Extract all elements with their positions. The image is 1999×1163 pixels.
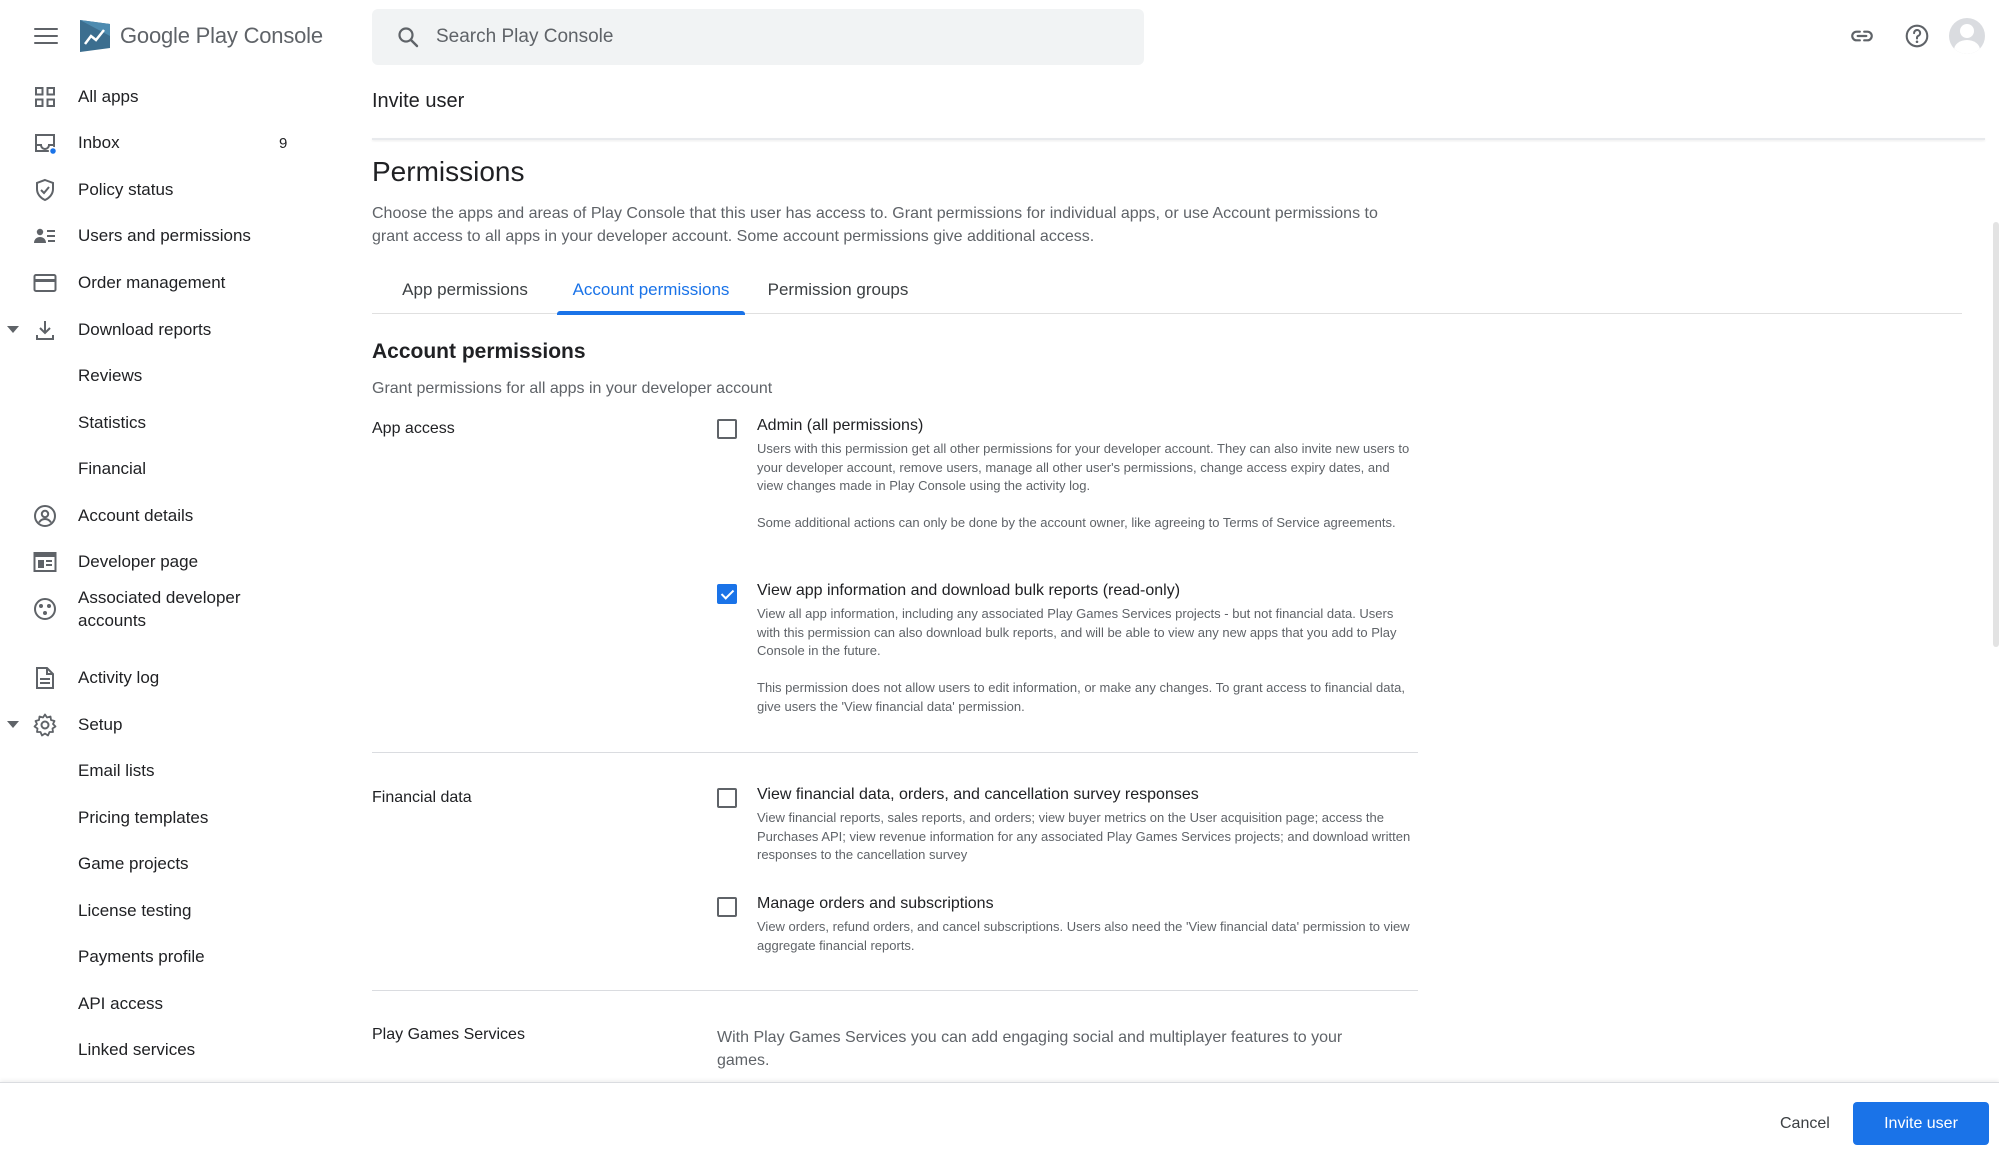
link-icon[interactable] (1840, 14, 1884, 58)
logo-text: Google Play Console (120, 23, 323, 48)
hamburger-menu-icon[interactable] (30, 20, 62, 52)
play-console-logo[interactable] (78, 16, 323, 56)
tab-permission-groups[interactable]: Permission groups (767, 280, 909, 299)
tab-account-permissions[interactable]: Account permissions (569, 268, 733, 314)
permission-name: View financial data, orders, and cancellation survey responses (757, 786, 1199, 803)
inbox-count-badge: 9 (279, 134, 288, 152)
sidebar-item-financial[interactable] (0, 447, 320, 491)
account-circle-icon (33, 504, 57, 528)
sidebar-item-label: Associated developer accounts (78, 588, 241, 630)
sidebar-item-label: Users and permissions (78, 226, 251, 245)
sidebar-item-api-access[interactable] (0, 982, 320, 1026)
chevron-down-icon[interactable] (7, 326, 19, 333)
app-access-label: App access (372, 420, 455, 437)
users-icon (33, 224, 57, 248)
sidebar-item-download-reports[interactable] (0, 308, 320, 352)
sidebar-item-email-lists[interactable] (0, 749, 320, 793)
financial-data-label: Financial data (372, 789, 472, 806)
sidebar-item-label: Payments profile (78, 947, 205, 966)
manage-orders-checkbox[interactable] (717, 897, 737, 917)
sidebar-item-label: Policy status (78, 180, 174, 199)
sidebar-item-account-details[interactable] (0, 494, 320, 538)
sidebar-item-label: Reviews (78, 366, 143, 385)
sidebar-item-inbox[interactable] (0, 121, 320, 165)
section-divider (372, 752, 1418, 753)
document-icon (33, 666, 57, 690)
sidebar-item-users-and-permissions[interactable] (0, 214, 320, 258)
inbox-icon (33, 131, 57, 155)
sidebar-item-label: All apps (78, 87, 139, 106)
section-divider (372, 990, 1418, 991)
sidebar-item-label: Account details (78, 506, 194, 525)
sidebar-item-label: Developer page (78, 552, 199, 571)
permission-name: Manage orders and subscriptions (757, 895, 994, 912)
avatar[interactable] (1949, 18, 1985, 54)
permission-name: Admin (all permissions) (757, 417, 924, 434)
sidebar-item-all-apps[interactable] (0, 75, 320, 119)
search-bar[interactable] (372, 9, 1144, 65)
admin-checkbox[interactable] (717, 419, 737, 439)
web-page-icon (33, 550, 57, 574)
view-financial-checkbox[interactable] (717, 788, 737, 808)
sidebar-item-label: Download reports (78, 320, 212, 339)
play-console-logo-icon (78, 18, 112, 54)
sidebar-item-setup[interactable] (0, 703, 320, 747)
permissions-heading: Permissions (372, 156, 525, 187)
chevron-down-icon[interactable] (7, 721, 19, 728)
sidebar-item-linked-services[interactable] (0, 1028, 320, 1072)
top-app-bar (0, 0, 1999, 72)
sidebar-item-label: Pricing templates (78, 808, 209, 827)
view-app-info-checkbox[interactable] (717, 584, 737, 604)
sidebar-item-label: Order management (78, 273, 226, 292)
header-divider (372, 138, 1985, 140)
main-content (372, 72, 1982, 1082)
sidebar-item-associated-developer-accounts[interactable] (0, 587, 320, 631)
sidebar-item-label: Linked services (78, 1040, 196, 1059)
shield-icon (33, 178, 57, 202)
page-title: Invite user (372, 90, 465, 112)
cancel-button[interactable]: Cancel (1764, 1103, 1846, 1145)
play-games-services-label: Play Games Services (372, 1026, 525, 1043)
sidebar-item-label: Email lists (78, 761, 155, 780)
download-icon (33, 318, 57, 342)
sidebar-item-activity-log[interactable] (0, 656, 320, 700)
sidebar-item-label: Game projects (78, 854, 189, 873)
invite-user-button[interactable]: Invite user (1853, 1102, 1989, 1145)
sidebar-item-payments-profile[interactable] (0, 935, 320, 979)
permission-tabs (372, 268, 1962, 314)
sidebar-item-policy-status[interactable] (0, 168, 320, 212)
sidebar-item-label: Financial (78, 459, 147, 478)
sidebar-item-label: Setup (78, 715, 123, 734)
sidebar-item-statistics[interactable] (0, 401, 320, 445)
sidebar-nav (0, 72, 330, 1082)
sidebar-item-label: Inbox (78, 133, 120, 152)
play-games-services-description: With Play Games Services you can add engaging social and multiplayer features to your games. (717, 1029, 1343, 1069)
sidebar-item-label: License testing (78, 901, 192, 920)
sidebar-item-license-testing[interactable] (0, 889, 320, 933)
account-permissions-heading: Account permissions (372, 340, 586, 363)
sidebar-item-order-management[interactable] (0, 261, 320, 305)
action-footer (0, 1082, 1999, 1163)
sidebar-item-reviews[interactable] (0, 354, 320, 398)
permission-description: View financial reports, sales reports, and orders; view buyer metrics on the User acquisition page; access the Purchases API; view revenue information for any associated Play Games Services projects; and download written responses to the cancellation survey (757, 810, 1411, 862)
linked-accounts-icon (33, 597, 57, 621)
search-icon (380, 9, 436, 65)
permission-description: View orders, refund orders, and cancel subscriptions. Users also need the 'View financial data' permission to view aggregate financial reports. (757, 919, 1410, 953)
sidebar-item-label: Activity log (78, 668, 160, 687)
sidebar-item-pricing-templates[interactable] (0, 796, 320, 840)
apps-grid-icon (33, 85, 57, 109)
scrollbar[interactable] (1993, 222, 1999, 647)
search-input[interactable] (436, 26, 1036, 48)
sidebar-item-developer-page[interactable] (0, 540, 320, 584)
sidebar-item-label: API access (78, 994, 164, 1013)
credit-card-icon (33, 271, 57, 295)
help-icon[interactable] (1895, 14, 1939, 58)
account-permissions-subtitle: Grant permissions for all apps in your developer account (372, 380, 773, 397)
permission-description: View all app information, including any associated Play Games Services projects - but not financial data. Users with this permission can also download bulk reports, and will be able to view any new apps that you add to Play Console in the future. This permission does not allow users to edit information, or make any changes. To grant access to financial data, give users the 'View financial data' permission. (757, 606, 1405, 714)
tab-app-permissions[interactable]: App permissions (402, 280, 528, 299)
gear-icon (33, 713, 57, 737)
sidebar-item-game-projects[interactable] (0, 842, 320, 886)
permissions-description: Choose the apps and areas of Play Console that this user has access to. Grant permissions for individual apps, or use Account permissions to grant access to all apps in your developer account. Some account permissions give additional access. (372, 205, 1378, 245)
permission-name: View app information and download bulk reports (read-only) (757, 582, 1181, 599)
permission-description: Users with this permission get all other permissions for your developer account. They can also invite new users to your developer account, remove users, manage all other user's permissions, change access expiry dates, and view changes made in Play Console using the activity log. Some additional actions can only be done by the account owner, like agreeing to Terms of Service agreements. (757, 441, 1410, 530)
sidebar-item-label: Statistics (78, 413, 147, 432)
